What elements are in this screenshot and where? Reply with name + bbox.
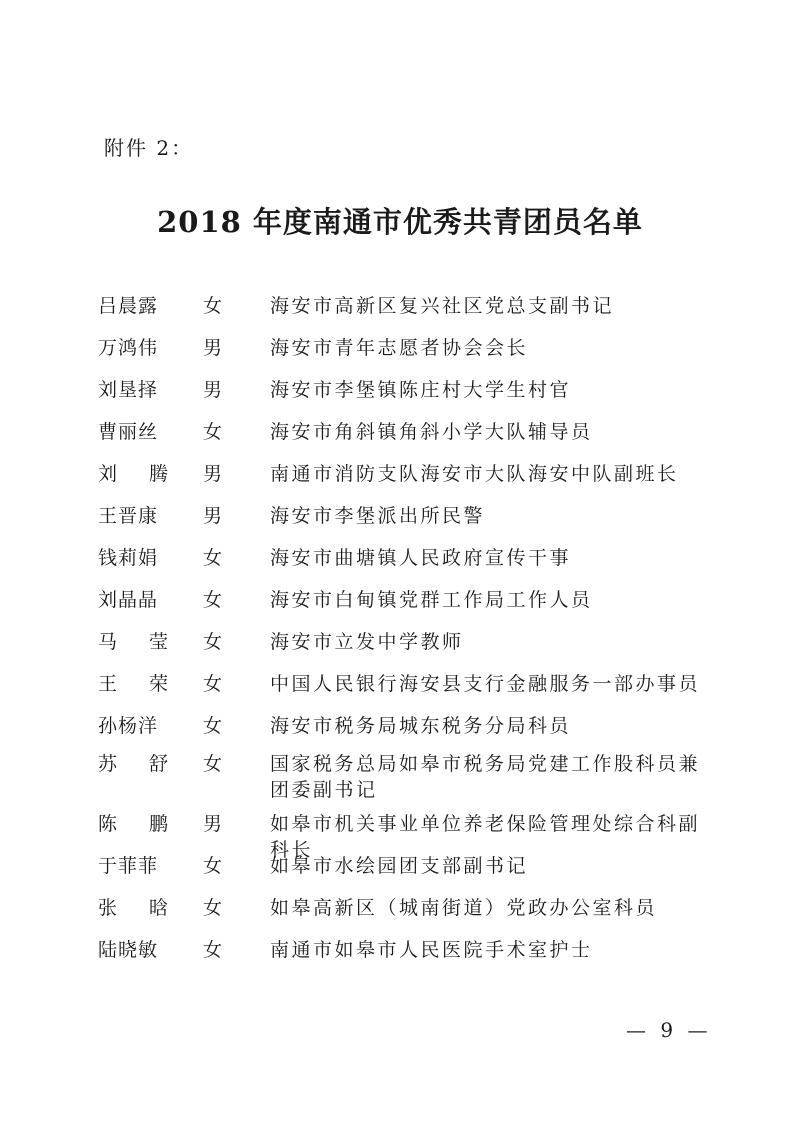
member-gender: 男 — [203, 337, 223, 359]
member-gender: 女 — [203, 753, 223, 775]
member-name-first-char: 张 — [98, 897, 118, 919]
member-gender: 女 — [203, 631, 223, 653]
member-gender: 女 — [203, 715, 223, 737]
member-role: 国家税务总局如皋市税务局党建工作股科员兼团委副书记 — [270, 753, 701, 801]
member-role: 海安市李堡镇陈庄村大学生村官 — [270, 379, 572, 401]
member-gender: 女 — [203, 673, 223, 695]
member-gender: 女 — [203, 295, 223, 317]
member-name-second-char: 莹 — [148, 631, 168, 653]
member-name: 曹丽丝 — [98, 421, 159, 443]
member-role: 海安市白甸镇党群工作局工作人员 — [270, 589, 593, 611]
member-gender: 男 — [203, 813, 223, 835]
member-role: 海安市税务局城东税务分局科员 — [270, 715, 572, 737]
member-gender: 男 — [203, 379, 223, 401]
member-name-first-char: 刘 — [98, 463, 118, 485]
member-name: 王晋康 — [98, 505, 159, 527]
member-gender: 女 — [203, 897, 223, 919]
member-name-first-char: 苏 — [98, 753, 118, 775]
member-gender: 女 — [203, 939, 223, 961]
member-name: 刘垦择 — [98, 379, 159, 401]
member-role: 海安市青年志愿者协会会长 — [270, 337, 529, 359]
member-name-second-char: 荣 — [148, 673, 168, 695]
member-name — [98, 671, 168, 697]
member-role: 海安市高新区复兴社区党总支副书记 — [270, 295, 615, 317]
member-name-first-char: 陈 — [98, 813, 118, 835]
page-number: — 9 — — [626, 1018, 712, 1042]
member-role: 如皋高新区（城南街道）党政办公室科员 — [270, 897, 658, 919]
member-name: 陆晓敏 — [98, 939, 159, 961]
member-gender: 女 — [203, 855, 223, 877]
member-name: 吕晨露 — [98, 295, 159, 317]
member-name: 万鸿伟 — [98, 337, 159, 359]
member-name — [98, 895, 168, 921]
member-name — [98, 461, 168, 487]
member-name — [98, 811, 168, 837]
member-name-second-char: 舒 — [148, 753, 168, 775]
member-name: 钱莉娟 — [98, 547, 159, 569]
member-name-second-char: 晗 — [148, 897, 168, 919]
member-role: 中国人民银行海安县支行金融服务一部办事员 — [270, 673, 701, 695]
member-role: 如皋市水绘园团支部副书记 — [270, 855, 529, 877]
document-title: 2018 年度南通市优秀共青团员名单 — [157, 205, 643, 239]
member-role: 南通市消防支队海安市大队海安中队副班长 — [270, 463, 679, 485]
member-role: 海安市曲塘镇人民政府宣传干事 — [270, 547, 572, 569]
member-role: 海安市角斜镇角斜小学大队辅导员 — [270, 421, 593, 443]
member-name-first-char: 王 — [98, 673, 118, 695]
member-name — [98, 751, 168, 777]
attachment-label: 附件 2： — [104, 136, 194, 160]
member-name-second-char: 鹏 — [148, 813, 168, 835]
member-gender: 女 — [203, 547, 223, 569]
member-role: 海安市李堡派出所民警 — [270, 505, 486, 527]
member-name-second-char: 腾 — [148, 463, 168, 485]
member-name: 于菲菲 — [98, 855, 159, 877]
member-name — [98, 629, 168, 655]
member-role: 南通市如皋市人民医院手术室护士 — [270, 939, 593, 961]
member-name-first-char: 马 — [98, 631, 118, 653]
member-gender: 男 — [203, 505, 223, 527]
member-name: 孙杨洋 — [98, 715, 159, 737]
member-gender: 女 — [203, 589, 223, 611]
member-gender: 女 — [203, 421, 223, 443]
member-role: 如皋市机关事业单位养老保险管理处综合科副科长 — [270, 813, 701, 861]
member-name: 刘晶晶 — [98, 589, 159, 611]
member-gender: 男 — [203, 463, 223, 485]
member-role: 海安市立发中学教师 — [270, 631, 464, 653]
